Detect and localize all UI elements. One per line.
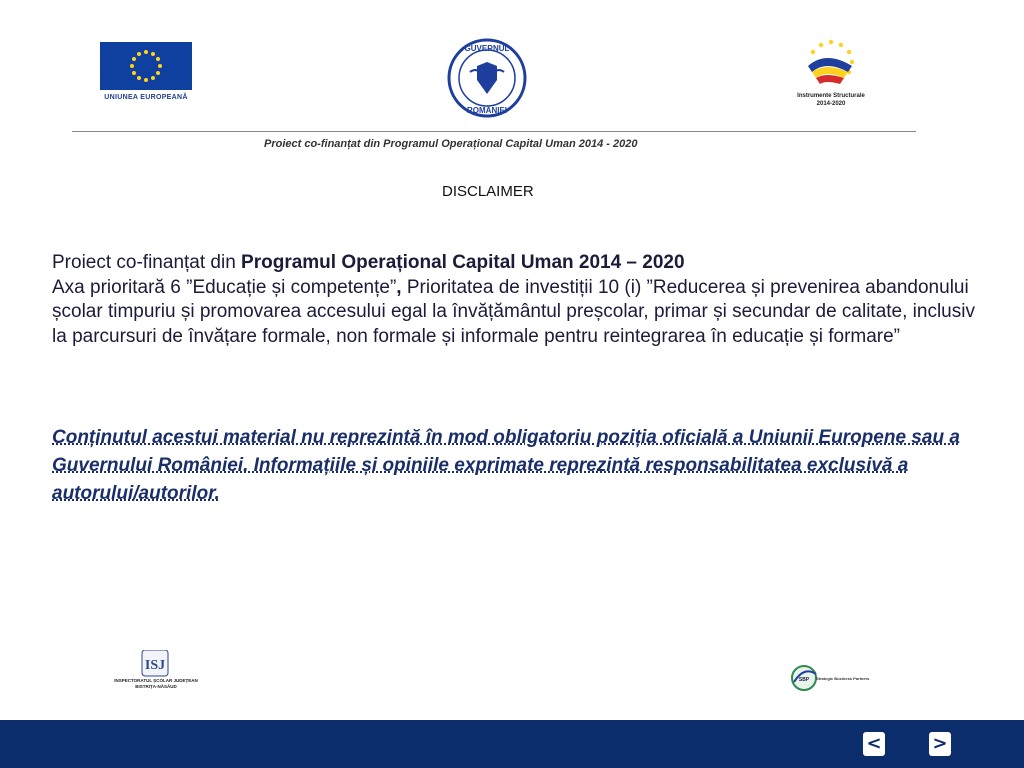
eu-flag-icon <box>100 42 192 90</box>
header-caption: Proiect co-finanțat din Programul Operațional Capital Uman 2014 - 2020 <box>264 138 638 150</box>
sbp-logo <box>790 656 870 702</box>
structural-instruments-logo <box>786 36 876 116</box>
is-logo-label: Instrumente Structurale <box>797 93 865 99</box>
axis-label: Axa prioritară 6 ”Educație și competențe” <box>52 276 397 298</box>
eu-logo-text: UNIUNEA EUROPEANĂ <box>104 94 188 101</box>
prev-slide-button[interactable] <box>863 732 885 756</box>
next-arrow-icon: > <box>932 733 948 754</box>
project-intro: Proiect co-finanțat din <box>52 252 242 273</box>
project-description <box>52 251 987 349</box>
header-divider <box>72 131 916 132</box>
structural-instruments-text <box>786 92 876 108</box>
gov-seal-text-top: GUVERNUL <box>464 44 510 53</box>
page-title: DISCLAIMER <box>442 183 534 200</box>
is-logo-years: 2014-2020 <box>816 101 846 107</box>
sbp-monogram: SBP <box>798 677 810 683</box>
structural-instruments-icon <box>786 36 876 92</box>
isj-logo <box>106 650 206 696</box>
isj-icon <box>106 650 206 678</box>
gov-seal-text-bottom: ROMÂNIEI <box>467 106 507 115</box>
axis-description: Prioritatea de investiții 10 (i) ”Reducerea și prevenirea abandonului școlar timpuriu și promovarea accesului egal la învățământul preșcolar, primar și secundar de calitate, inclusiv la parcursuri de învățare formale, non formale și informale pentru reintegrarea în educație și formare” <box>52 276 975 347</box>
eu-logo <box>96 42 196 110</box>
sbp-logo-text: Strategic Business Partners <box>816 676 870 681</box>
romanian-government-seal <box>442 38 532 118</box>
prev-arrow-icon: < <box>866 733 882 754</box>
isj-logo-text: INSPECTORATUL ȘCOLAR JUDEȚEAN BISTRIȚA-NĂSĂUD <box>114 678 198 689</box>
next-slide-button[interactable] <box>929 732 951 756</box>
isj-monogram: ISJ <box>144 658 166 673</box>
disclaimer-body: Conținutul acestui material nu reprezintă în mod obligatoriu poziția oficială a Uniunii Europene sau a Guvernului României. Informațiile și opiniile exprimate reprezintă responsabilitatea exclusivă a autorului/autorilor. <box>52 427 960 504</box>
project-program: Programul Operațional Capital Uman 2014 – 2020 <box>241 252 685 273</box>
axis-comma: , <box>396 276 402 298</box>
